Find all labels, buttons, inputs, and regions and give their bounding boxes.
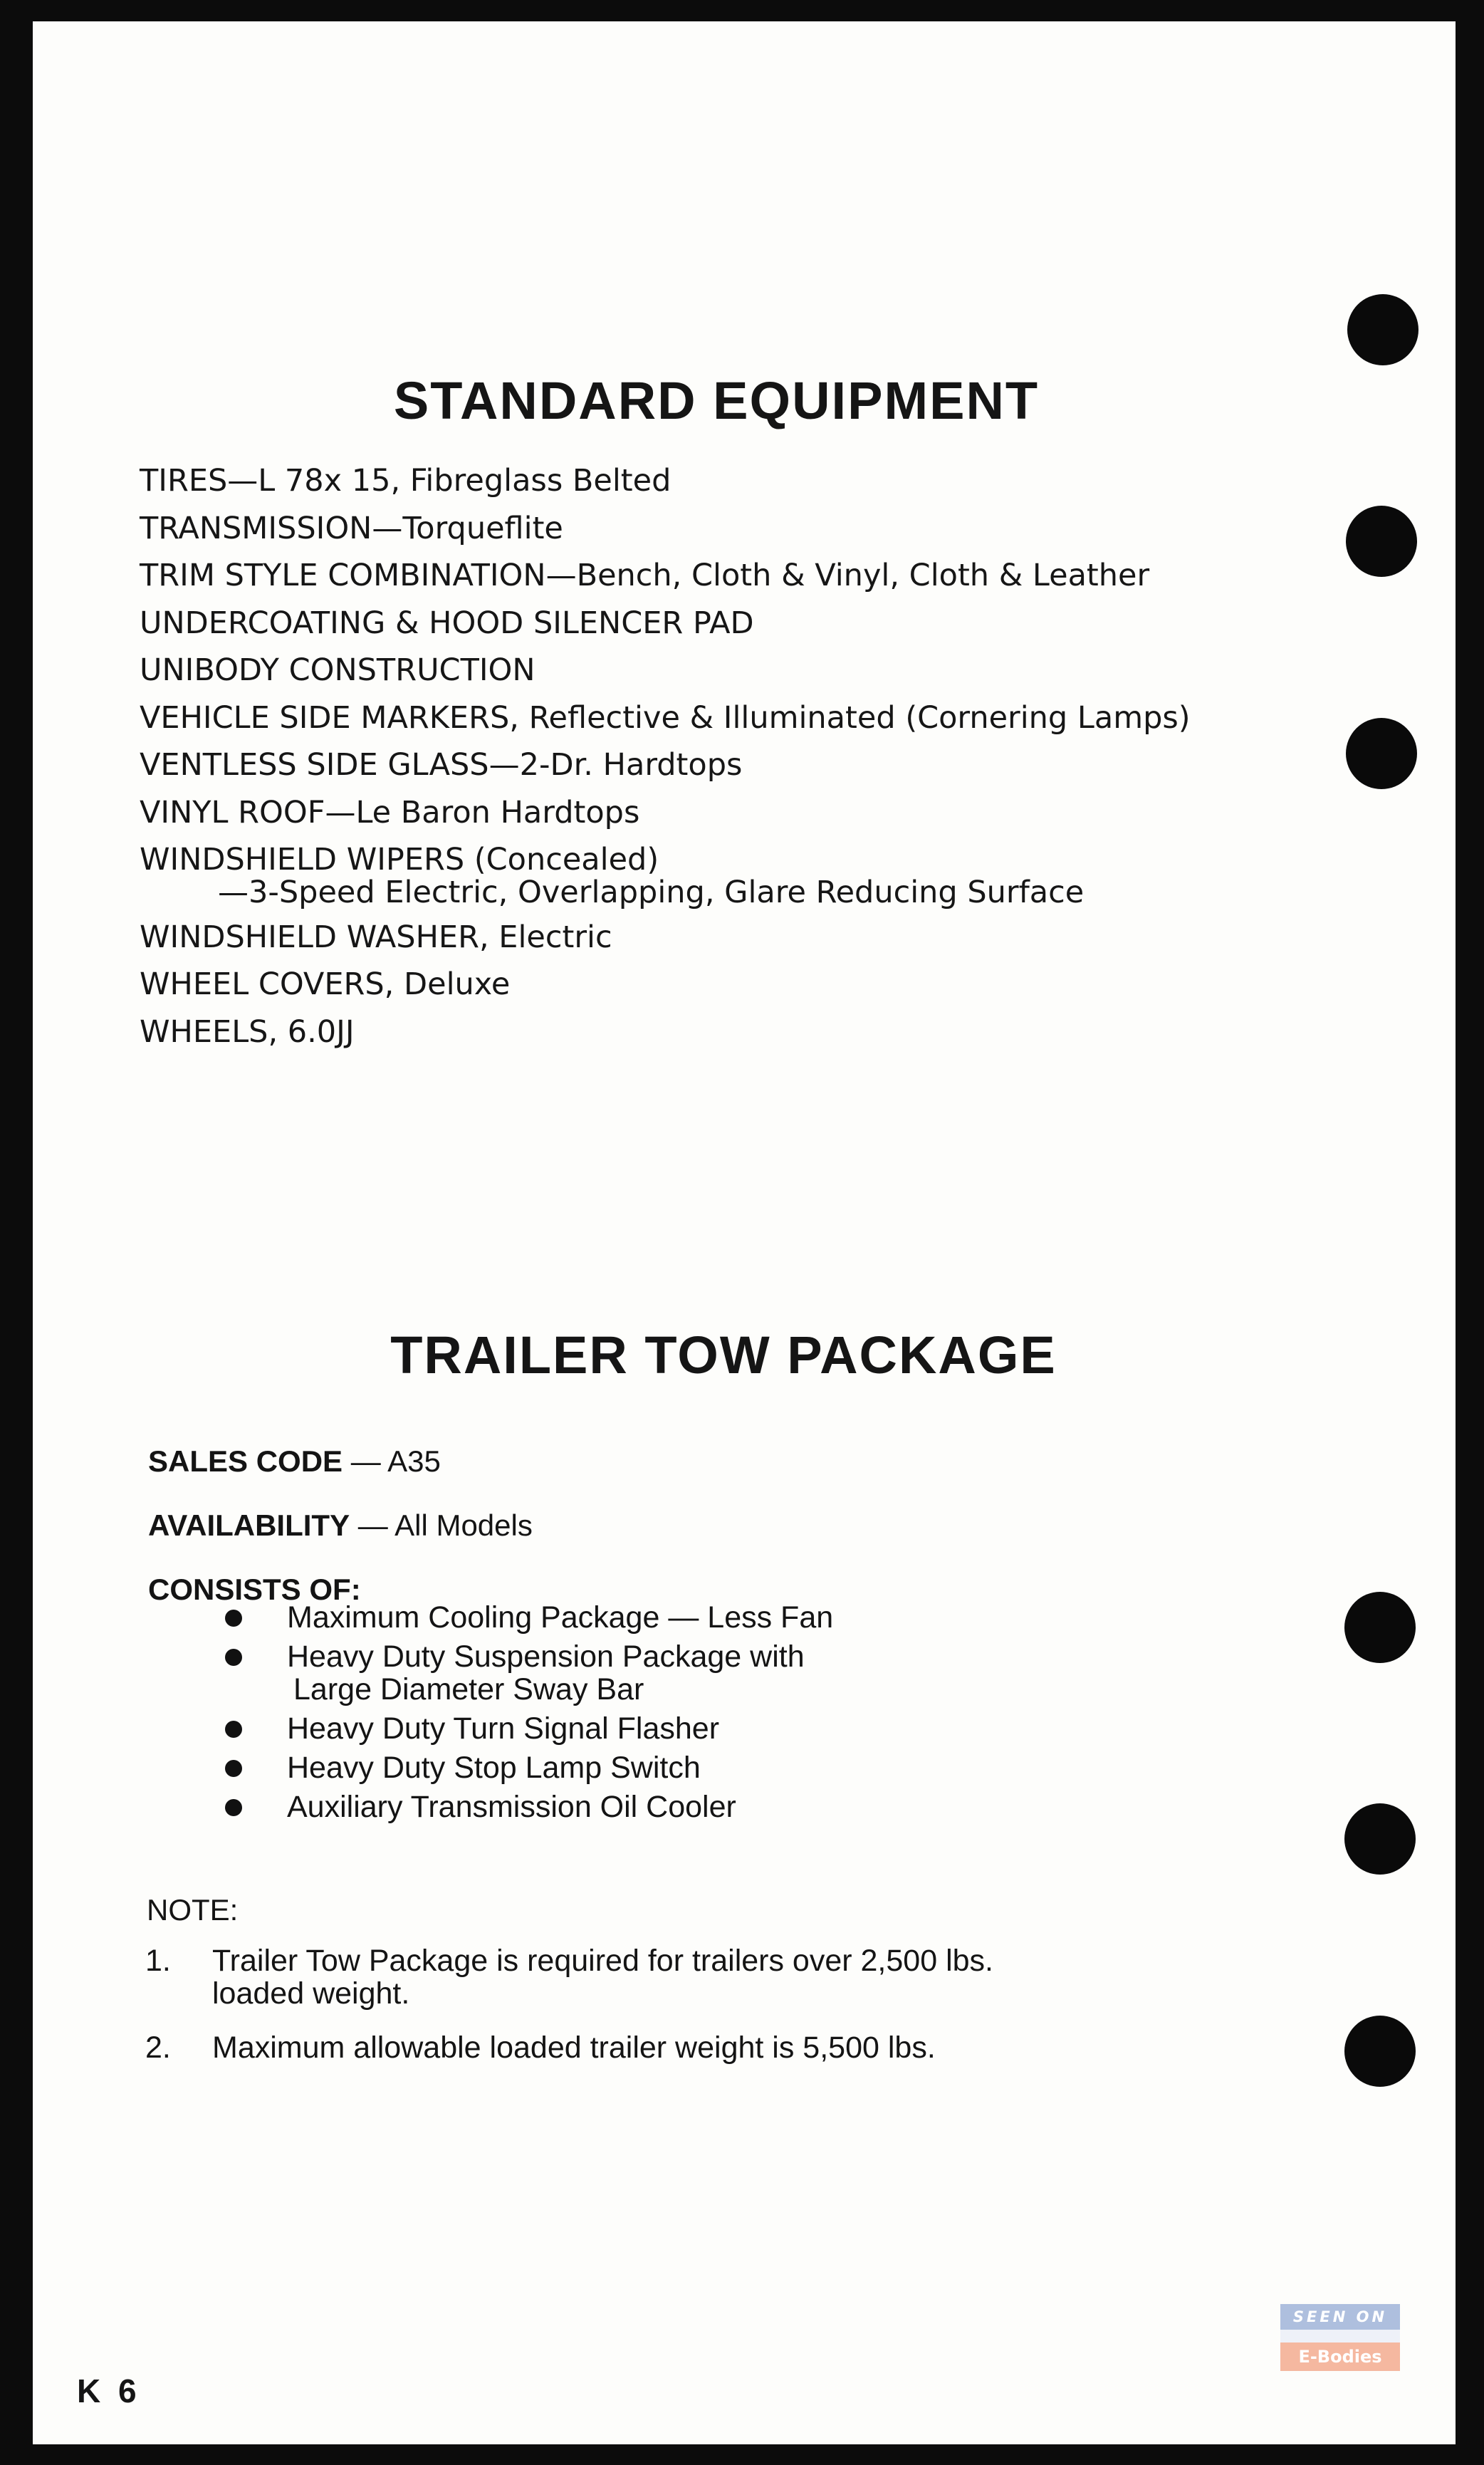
trailer-tow-title: TRAILER TOW PACKAGE — [390, 1325, 1057, 1385]
note-label: NOTE: — [147, 1893, 239, 1927]
list-item: WINDSHIELD WIPERS (Concealed) — [140, 842, 659, 877]
list-item: TRIM STYLE COMBINATION—Bench, Cloth & Vinyl, Cloth & Leather — [140, 558, 1150, 593]
sales-code-value: — A35 — [350, 1444, 441, 1478]
list-item-continuation — [225, 1673, 833, 1706]
watermark-bottom-text: E-Bodies — [1280, 2342, 1400, 2371]
note-text-line: loaded weight. — [212, 1976, 410, 2011]
consists-of-list — [225, 1601, 833, 1830]
list-item: VINYL ROOF—Le Baron Hardtops — [140, 794, 640, 830]
car-silhouette-icon — [1280, 2330, 1400, 2342]
list-item-text: Maximum Cooling Package — Less Fan — [287, 1600, 834, 1635]
list-item: UNIBODY CONSTRUCTION — [140, 652, 535, 688]
list-item: WINDSHIELD WASHER, Electric — [140, 919, 612, 955]
sales-code-line — [148, 1444, 441, 1479]
availability-line — [148, 1508, 533, 1543]
list-item-continuation: —3-Speed Electric, Overlapping, Glare Reducing Surface — [218, 874, 1085, 910]
bullet-icon — [225, 1610, 242, 1627]
bullet-icon — [225, 1721, 242, 1738]
document-page — [33, 21, 1456, 2444]
bullet-icon — [225, 1799, 242, 1816]
list-item — [225, 1640, 833, 1673]
standard-equipment-title: STANDARD EQUIPMENT — [393, 371, 1040, 430]
list-item: VEHICLE SIDE MARKERS, Reflective & Illuminated (Cornering Lamps) — [140, 699, 1191, 736]
list-item-text: Heavy Duty Stop Lamp Switch — [287, 1751, 701, 1785]
list-item — [225, 1601, 833, 1634]
availability-value: — All Models — [357, 1508, 533, 1542]
list-item: WHEELS, 6.0JJ — [140, 1013, 355, 1050]
binder-hole — [1344, 1592, 1416, 1663]
list-item-text: Large Diameter Sway Bar — [293, 1672, 644, 1706]
watermark-logo — [1280, 2304, 1400, 2375]
bullet-icon — [225, 1649, 242, 1666]
note-number: 1. — [145, 1944, 171, 1978]
standard-equipment-list — [140, 457, 1191, 1056]
watermark-top-text: SEEN ON — [1280, 2304, 1400, 2330]
notes-list — [145, 1944, 993, 2085]
note-text-line: Maximum allowable loaded trailer weight is 5,500 lbs. — [212, 2031, 936, 2065]
list-item — [225, 1712, 833, 1745]
list-item-text: Auxiliary Transmission Oil Cooler — [287, 1790, 736, 1824]
list-item-text: Heavy Duty Suspension Package with — [287, 1640, 805, 1674]
list-item: TIRES—L 78x 15, Fibreglass Belted — [140, 463, 672, 499]
consists-of-text: CONSISTS OF: — [148, 1573, 361, 1606]
note-item — [145, 1944, 993, 2010]
note-text-line: Trailer Tow Package is required for trailers over 2,500 lbs. — [212, 1944, 993, 1978]
binder-hole — [1346, 718, 1417, 789]
list-item: UNDERCOATING & HOOD SILENCER PAD — [140, 605, 754, 641]
list-item-text: Heavy Duty Turn Signal Flasher — [287, 1711, 720, 1746]
availability-label: AVAILABILITY — [148, 1508, 350, 1542]
binder-hole — [1344, 1803, 1416, 1875]
sales-code-label: SALES CODE — [148, 1444, 343, 1478]
note-number: 2. — [145, 2031, 171, 2065]
list-item: VENTLESS SIDE GLASS—2-Dr. Hardtops — [140, 747, 743, 783]
note-item — [145, 2031, 993, 2064]
list-item — [225, 1791, 833, 1823]
bullet-icon — [225, 1760, 242, 1777]
list-item — [225, 1751, 833, 1784]
binder-hole — [1344, 2016, 1416, 2087]
page-number: K 6 — [77, 2372, 141, 2409]
list-item: WHEEL COVERS, Deluxe — [140, 966, 511, 1002]
binder-hole — [1347, 294, 1418, 365]
list-item: TRANSMISSION—Torqueflite — [140, 510, 563, 546]
binder-hole — [1346, 506, 1417, 577]
